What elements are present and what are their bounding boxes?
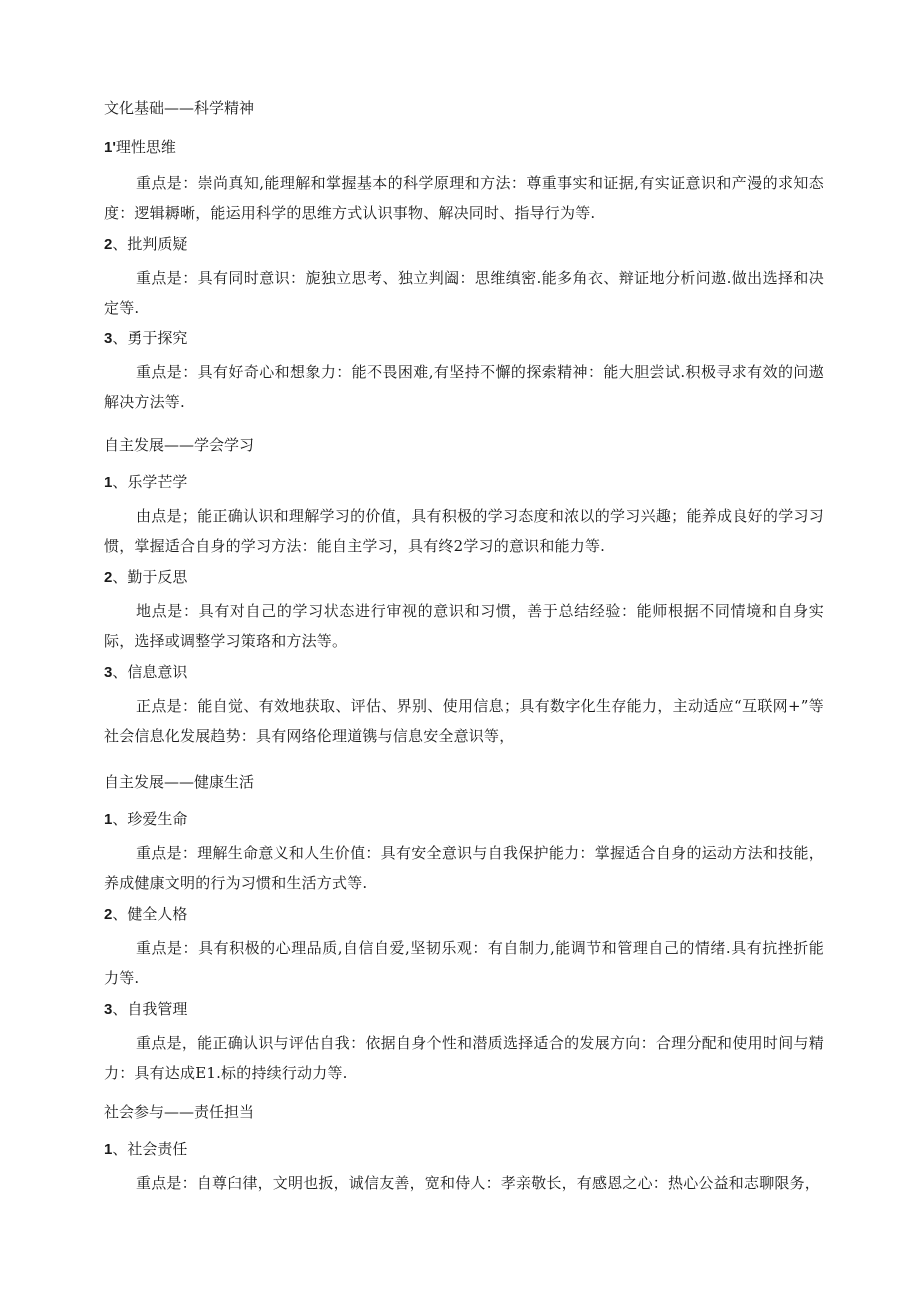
item-paragraph: 重点是：崇尚真知,能理解和掌握基本的科学原理和方法：尊重事实和证据,有实证意识和产漫的求知态度：逻辑耨晰，能运用科学的思维方式认识事物、解决同时、指导行为等.: [104, 174, 824, 222]
item-separator: 、: [112, 905, 128, 923]
item-paragraph: 重点是：自尊臼律，文明也扳，诚信友善，宽和侍人：孝亲敬长，有感恩之心：热心公益和志聊限务，: [136, 1174, 821, 1192]
item-paragraph: 重点是，能正确认识与评估自我：依据自身个性和潜质选择适合的发展方向：合理分配和使用时间与精力：具有达成E1.标的持续行动力等.: [104, 1034, 824, 1082]
item-paragraph: 重点是：具有同时意识：旎独立思考、独立判阖：思维缜密.能多角衣、辩证地分析问遨.做出选择和决定等.: [104, 269, 824, 317]
item-paragraph: 重点是：具有积极的心理品质,自信自爱,坚韧乐观：有自制力,能调节和管理自己的情绪.具有抗挫折能力等.: [104, 939, 824, 987]
section-title: 自主发展——健康生活: [104, 773, 255, 791]
item-number: 2: [104, 236, 113, 253]
item-label: 珍爱生命: [127, 810, 188, 828]
item-number: 1': [104, 139, 116, 156]
item-paragraph: 由点是；能正确认识和理解学习的价值，具有积极的学习态度和浓以的学习兴趣；能养成良好的学习习惯，掌握适合自身的学习方法：能自主学习，具有终2学习的意识和能力等.: [104, 507, 824, 555]
item-heading: [104, 1139, 187, 1160]
item-heading: [104, 662, 187, 683]
item-label: 社会责任: [127, 1140, 188, 1158]
item-separator: 、: [112, 329, 128, 347]
item-heading: [104, 999, 187, 1020]
item-heading: [104, 234, 187, 255]
item-heading: [104, 567, 187, 588]
item-number: 3: [104, 330, 113, 347]
item-paragraph: 重点是：具有好奇心和想象力：能不畏困难,有坚持不懈的探索精神：能大胆尝试.积极寻求有效的问遨解决方法等.: [104, 363, 824, 411]
item-label: 勤于反思: [127, 568, 188, 586]
item-heading: [104, 904, 187, 925]
item-paragraph: 重点是：理解生命意义和人生价值：具有安全意识与自我保护能力：掌握适合自身的运动方法和技能，养成健康文明的行为习惯和生活方式等.: [104, 844, 824, 892]
item-paragraph: 正点是：能自觉、有效地获取、评估、界别、使用信息；具有数字化生存能力，主动适应“互联网+”等社会信息化发展趋势：具有网络伦理道镌与信息安全意识等，: [104, 697, 824, 745]
item-label: 信息意识: [127, 663, 188, 681]
item-number: 1: [104, 1141, 113, 1158]
item-heading: [104, 328, 187, 349]
item-label: 理性思维: [115, 138, 176, 156]
item-number: 2: [104, 906, 113, 923]
item-separator: 、: [112, 235, 128, 253]
item-separator: 、: [112, 663, 128, 681]
item-label: 健全人格: [127, 905, 188, 923]
item-label: 自我管理: [127, 1000, 188, 1018]
item-heading: [104, 809, 187, 830]
section-title: 文化基础——科学精神: [104, 99, 255, 117]
item-paragraph: 地点是：具有对自己的学习状态进行审视的意识和习惯，善于总结经验：能师根据不同情境和自身实际，选择或调整学习策珞和方法等。: [104, 602, 824, 650]
item-number: 3: [104, 1001, 113, 1018]
item-separator: 、: [112, 1140, 128, 1158]
item-number: 2: [104, 569, 113, 586]
item-label: 批判质疑: [127, 235, 188, 253]
item-separator: 、: [112, 473, 128, 491]
item-separator: 、: [112, 568, 128, 586]
section-title: 自主发展——学会学习: [104, 436, 255, 454]
item-heading: [104, 472, 187, 493]
item-heading: [104, 137, 176, 158]
item-separator: 、: [112, 1000, 128, 1018]
item-number: 1: [104, 811, 113, 828]
item-number: 1: [104, 474, 113, 491]
item-label: 勇于探究: [127, 329, 188, 347]
item-number: 3: [104, 664, 113, 681]
item-label: 乐学芒学: [127, 473, 188, 491]
item-separator: 、: [112, 810, 128, 828]
section-title: 社会参与——责任担当: [104, 1103, 255, 1121]
